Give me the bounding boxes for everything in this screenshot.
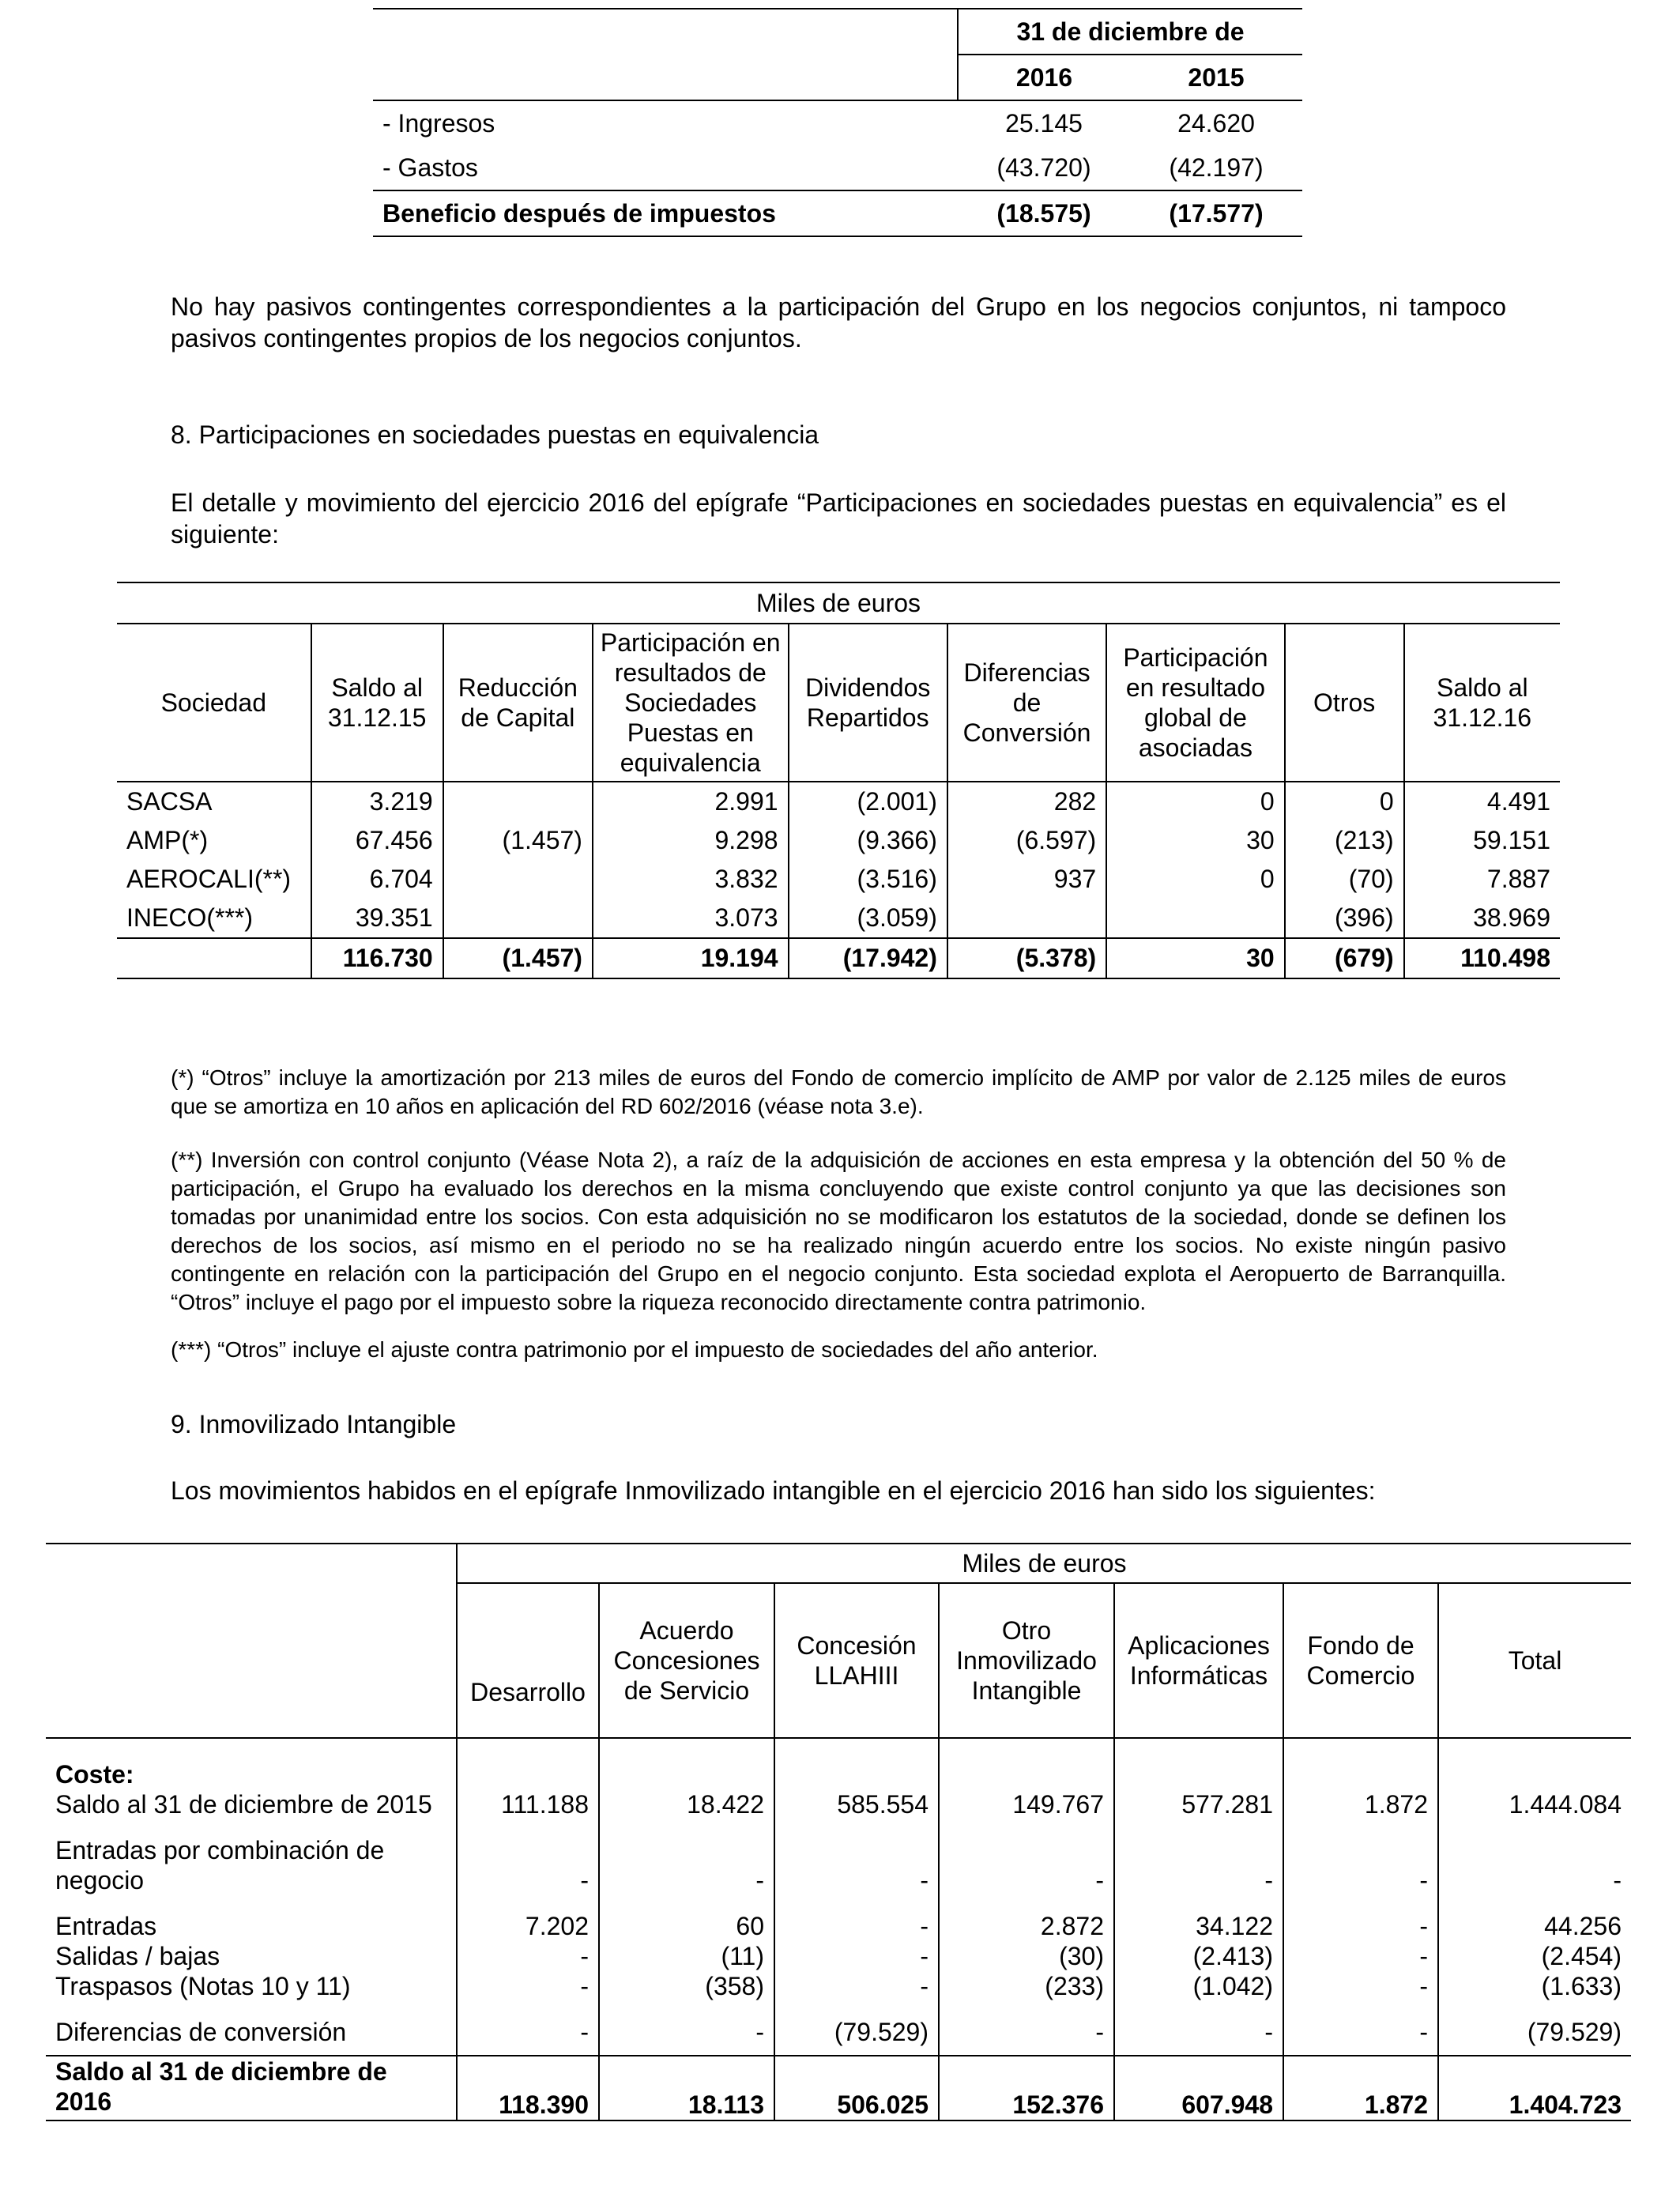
sociedad-name: AMP(*): [126, 826, 209, 854]
table-cell: -: [774, 1895, 939, 1941]
row-label: Traspasos (Notas 10 y 11): [55, 1972, 351, 2000]
table-cell: (30): [939, 1941, 1114, 1971]
table-cell: (2.413): [1114, 1941, 1283, 1971]
col-otro-inmovilizado: Otro Inmovilizado Intangible: [939, 1583, 1114, 1738]
table-cell: [443, 899, 593, 938]
table-cell: 0: [1285, 782, 1404, 821]
table-cell: -: [457, 1941, 599, 1971]
table-cell: 67.456: [311, 821, 443, 860]
table-cell: -: [1114, 1819, 1283, 1895]
section-9-intro: Los movimientos habidos en el epígrafe Inmovilizado intangible en el ejercicio 2016 han sido los siguientes:: [171, 1476, 1376, 1505]
footnote-2: (**) Inversión con control conjunto (Véase Nota 2), a raíz de la adquisición de acciones en esta empresa y la obtención del 50 % de participación, el Grupo ha evaluado los derechos en la misma concluyendo que existe control conjunto ya que las decisiones son tomadas por unanimidad entre los socios. Con esta adquisición no se modificaron los estatutos de la sociedad, donde se definen los derechos de los socios, así mismo en el periodo no se ha realizado ningún acuerdo entre los socios. No existe ningún pasivo contingente en relación con la participación del Grupo en el negocio conjunto. Esta sociedad explota el Aeropuerto de Barranquilla. “Otros” incluye el pago por el impuesto sobre la riqueza reconocido directamente contra patrimonio.: [171, 1148, 1506, 1314]
unit-header: Miles de euros: [457, 1544, 1631, 1583]
table-cell: (70): [1285, 860, 1404, 899]
col-total: Total: [1438, 1583, 1631, 1738]
contingent-liabilities-paragraph: No hay pasivos contingentes correspondientes a la participación del Grupo en los negocios conjuntos, ni tampoco pasivos contingentes propios de los negocios conjuntos.: [171, 292, 1506, 352]
table-cell: 60: [599, 1895, 774, 1941]
section-8-heading: 8. Participaciones en sociedades puestas en equivalencia: [171, 420, 819, 449]
table-cell: 577.281: [1114, 1789, 1283, 1819]
table-cell: -: [599, 1819, 774, 1895]
table-cell: (79.529): [1438, 2001, 1631, 2056]
table-cell: (3.059): [789, 899, 947, 938]
section-8-intro: El detalle y movimiento del ejercicio 2016 del epígrafe “Participaciones en sociedades puestas en equivalencia” es el siguiente:: [171, 488, 1506, 548]
table-row: [46, 1941, 1631, 1971]
sociedad-name: AEROCALI(**): [126, 865, 292, 893]
sociedad-name: INECO(***): [126, 903, 254, 932]
col-saldo-2016: Saldo al 31.12.16: [1404, 624, 1560, 782]
table-cell: 2.991: [593, 782, 789, 821]
table-cell: -: [774, 1941, 939, 1971]
table-row: [117, 782, 1560, 821]
row-label: Saldo al 31 de diciembre de 2015: [55, 1790, 432, 1819]
table-row: [46, 1819, 1631, 1895]
joint-venture-results-table: [373, 8, 1302, 237]
footnote-1: (*) “Otros” incluye la amortización por 213 miles de euros del Fondo de comercio implícito de AMP por valor de 2.125 miles de euros que se amortiza en 10 años en aplicación del RD 602/2016 (véase nota 3.e).: [171, 1065, 1506, 1118]
table-row: - Ingresos 25.145 24.620: [373, 100, 1302, 145]
table-cell: 585.554: [774, 1789, 939, 1819]
year-group-header: 31 de diciembre de: [958, 9, 1302, 55]
table-cell: 6.704: [311, 860, 443, 899]
table-cell: (213): [1285, 821, 1404, 860]
table-cell: -: [457, 2001, 599, 2056]
row-label: Diferencias de conversión: [55, 2018, 347, 2046]
table-row: [46, 2001, 1631, 2056]
table-row: [117, 899, 1560, 938]
table-cell: 0: [1106, 860, 1284, 899]
table-cell: 59.151: [1404, 821, 1560, 860]
table-cell: (6.597): [947, 821, 1106, 860]
table-cell: 282: [947, 782, 1106, 821]
col-concesion-llahiii: Concesión LLAHIII: [774, 1583, 939, 1738]
row-label: Entradas: [55, 1912, 157, 1940]
table-cell: -: [599, 2001, 774, 2056]
table-cell: 1.444.084: [1438, 1789, 1631, 1819]
table-cell: 0: [1106, 782, 1284, 821]
table-cell: 18.422: [599, 1789, 774, 1819]
table-cell: (9.366): [789, 821, 947, 860]
section-9-heading: 9. Inmovilizado Intangible: [171, 1410, 457, 1438]
table-cell: 4.491: [1404, 782, 1560, 821]
col-fondo-comercio: Fondo de Comercio: [1283, 1583, 1438, 1738]
col-otros: Otros: [1285, 624, 1404, 782]
col-reduccion-capital: Reducción de Capital: [443, 624, 593, 782]
col-dividendos: Dividendos Repartidos: [789, 624, 947, 782]
table-cell: -: [1283, 1971, 1438, 2001]
table-cell: [947, 899, 1106, 938]
unit-header: Miles de euros: [755, 588, 921, 617]
row-label: - Gastos: [382, 153, 478, 182]
row-label: - Ingresos: [382, 108, 495, 138]
year-2015-header: 2015: [1188, 62, 1245, 92]
table-cell: 7.202: [457, 1895, 599, 1941]
table-cell: (396): [1285, 899, 1404, 938]
table-cell: -: [457, 1819, 599, 1895]
table-row: [117, 821, 1560, 860]
table-cell: -: [457, 1971, 599, 2001]
table-cell: (1.042): [1114, 1971, 1283, 2001]
table-cell: (3.516): [789, 860, 947, 899]
table-cell: 7.887: [1404, 860, 1560, 899]
total-row: Beneficio después de impuestos (18.575) (17.577): [373, 190, 1302, 236]
table-cell: [443, 782, 593, 821]
table-cell: 38.969: [1404, 899, 1560, 938]
table-cell: 937: [947, 860, 1106, 899]
table-cell: 44.256: [1438, 1895, 1631, 1941]
table-cell: [443, 860, 593, 899]
table-cell: -: [939, 2001, 1114, 2056]
table-row: [117, 860, 1560, 899]
footnote-3: (***) “Otros” incluye el ajuste contra patrimonio por el impuesto de sociedades del año anterior.: [171, 1337, 1098, 1362]
table-cell: -: [774, 1971, 939, 2001]
table-cell: (358): [599, 1971, 774, 2001]
table-cell: (11): [599, 1941, 774, 1971]
table-cell: (233): [939, 1971, 1114, 2001]
table-cell: (1.633): [1438, 1971, 1631, 2001]
table-cell: (79.529): [774, 2001, 939, 2056]
row-label: Entradas por combinación de negocio: [55, 1836, 385, 1894]
table-cell: -: [1114, 2001, 1283, 2056]
col-desarrollo: Desarrollo: [457, 1583, 599, 1738]
table-cell: (2.454): [1438, 1941, 1631, 1971]
table-cell: 3.832: [593, 860, 789, 899]
col-participacion-resultados: Participación en resultados de Sociedades Puestas en equivalencia: [593, 624, 789, 782]
col-sociedad: Sociedad: [160, 688, 267, 717]
table-cell: 1.872: [1283, 1789, 1438, 1819]
table-cell: 3.073: [593, 899, 789, 938]
table-cell: (2.001): [789, 782, 947, 821]
row-label: Salidas / bajas: [55, 1942, 220, 1970]
col-diferencias-conversion: Diferencias de Conversión: [947, 624, 1106, 782]
col-aplicaciones: Aplicaciones Informáticas: [1114, 1583, 1283, 1738]
table-cell: 2.872: [939, 1895, 1114, 1941]
table-row: - Gastos (43.720) (42.197): [373, 145, 1302, 190]
total-row: Saldo al 31 de diciembre de 2016 118.390 18.113 506.025 152.376 607.948 1.872 1.404.723: [46, 2056, 1631, 2120]
table-cell: -: [1438, 1819, 1631, 1895]
table-row: [46, 1971, 1631, 2001]
table-cell: -: [1283, 2001, 1438, 2056]
col-saldo-2015: Saldo al 31.12.15: [311, 624, 443, 782]
table-cell: -: [1283, 1819, 1438, 1895]
table-cell: 39.351: [311, 899, 443, 938]
table-cell: [1106, 899, 1284, 938]
coste-label: Coste:: [55, 1760, 134, 1789]
sociedad-name: SACSA: [126, 787, 213, 816]
col-resultado-global: Participación en resultado global de asociadas: [1106, 624, 1284, 782]
table-cell: 111.188: [457, 1789, 599, 1819]
table-cell: 3.219: [311, 782, 443, 821]
col-acuerdo-concesiones: Acuerdo Concesiones de Servicio: [599, 1583, 774, 1738]
total-row: 116.730 (1.457) 19.194 (17.942) (5.378) 30 (679) 110.498: [117, 938, 1560, 978]
table-cell: (1.457): [443, 821, 593, 860]
intangible-assets-table: [46, 1543, 1631, 2121]
table-cell: 9.298: [593, 821, 789, 860]
table-cell: 34.122: [1114, 1895, 1283, 1941]
table-row: [46, 1789, 1631, 1819]
equity-method-investments-table: [117, 582, 1560, 979]
table-cell: -: [939, 1819, 1114, 1895]
table-cell: 30: [1106, 821, 1284, 860]
table-cell: 149.767: [939, 1789, 1114, 1819]
year-2016-header: 2016: [958, 55, 1130, 100]
table-cell: -: [774, 1819, 939, 1895]
table-cell: -: [1283, 1941, 1438, 1971]
table-cell: -: [1283, 1895, 1438, 1941]
table-row: [46, 1895, 1631, 1941]
